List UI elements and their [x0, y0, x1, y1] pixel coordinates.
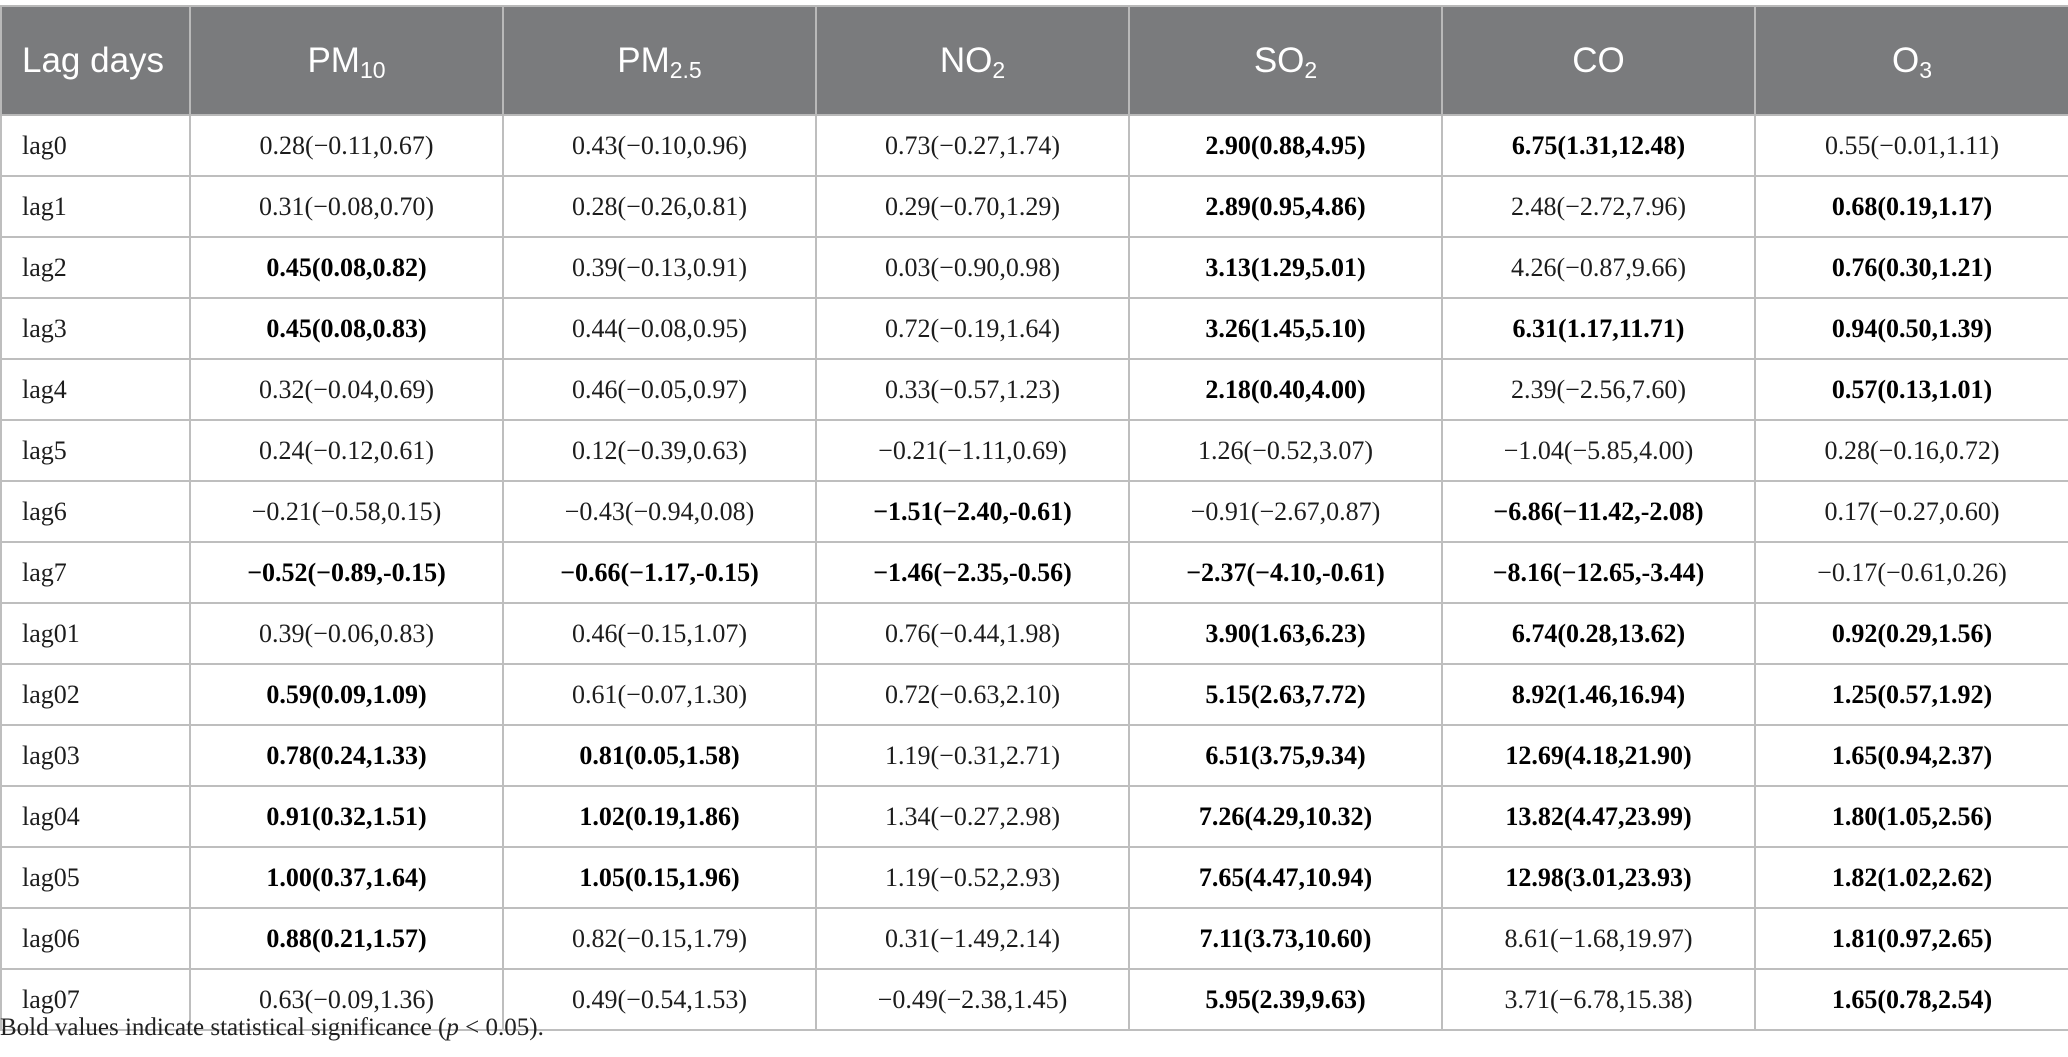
value-cell: 0.73(−0.27,1.74) — [816, 115, 1129, 176]
header-no2-base: NO — [939, 40, 993, 80]
value-cell: −0.21(−1.11,0.69) — [816, 420, 1129, 481]
value-cell: 1.34(−0.27,2.98) — [816, 786, 1129, 847]
significant-value-cell: 3.26(1.45,5.10) — [1129, 298, 1442, 359]
lag-label: lag02 — [1, 664, 190, 725]
value-cell: 8.61(−1.68,19.97) — [1442, 908, 1755, 969]
significant-value-cell: −2.37(−4.10,-0.61) — [1129, 542, 1442, 603]
value-cell: 0.46(−0.15,1.07) — [503, 603, 816, 664]
significant-value-cell: 6.74(0.28,13.62) — [1442, 603, 1755, 664]
significant-value-cell: 1.25(0.57,1.92) — [1755, 664, 2068, 725]
value-cell: 3.71(−6.78,15.38) — [1442, 969, 1755, 1030]
value-cell: 1.26(−0.52,3.07) — [1129, 420, 1442, 481]
value-cell: 0.28(−0.26,0.81) — [503, 176, 816, 237]
header-lag-days: Lag days — [1, 6, 190, 115]
lag-label: lag1 — [1, 176, 190, 237]
value-cell: 0.17(−0.27,0.60) — [1755, 481, 2068, 542]
significant-value-cell: 8.92(1.46,16.94) — [1442, 664, 1755, 725]
significant-value-cell: 1.05(0.15,1.96) — [503, 847, 816, 908]
value-cell: −1.04(−5.85,4.00) — [1442, 420, 1755, 481]
value-cell: 0.24(−0.12,0.61) — [190, 420, 503, 481]
header-pm25-base: PM — [617, 40, 670, 80]
value-cell: 0.28(−0.11,0.67) — [190, 115, 503, 176]
table-body — [1, 115, 2068, 1030]
value-cell: 0.39(−0.13,0.91) — [503, 237, 816, 298]
header-pm25-sub: 2.5 — [669, 56, 702, 83]
table-row — [1, 908, 2068, 969]
significant-value-cell: 12.69(4.18,21.90) — [1442, 725, 1755, 786]
value-cell: 0.76(−0.44,1.98) — [816, 603, 1129, 664]
significant-value-cell: 0.59(0.09,1.09) — [190, 664, 503, 725]
header-o3-base: O — [1891, 40, 1920, 80]
significant-value-cell: 1.00(0.37,1.64) — [190, 847, 503, 908]
significant-value-cell: 0.76(0.30,1.21) — [1755, 237, 2068, 298]
significant-value-cell: 0.78(0.24,1.33) — [190, 725, 503, 786]
significant-value-cell: 3.90(1.63,6.23) — [1129, 603, 1442, 664]
value-cell: 1.19(−0.31,2.71) — [816, 725, 1129, 786]
significant-value-cell: 12.98(3.01,23.93) — [1442, 847, 1755, 908]
value-cell: 0.61(−0.07,1.30) — [503, 664, 816, 725]
significant-value-cell: 1.81(0.97,2.65) — [1755, 908, 2068, 969]
significant-value-cell: 6.75(1.31,12.48) — [1442, 115, 1755, 176]
value-cell: −0.49(−2.38,1.45) — [816, 969, 1129, 1030]
significant-value-cell: 7.11(3.73,10.60) — [1129, 908, 1442, 969]
footnote-p-symbol: p — [446, 1014, 459, 1041]
value-cell: 0.32(−0.04,0.69) — [190, 359, 503, 420]
header-so2-base: SO — [1253, 40, 1305, 80]
significant-value-cell: −0.66(−1.17,-0.15) — [503, 542, 816, 603]
table-row — [1, 847, 2068, 908]
significant-value-cell: −8.16(−12.65,-3.44) — [1442, 542, 1755, 603]
table-row — [1, 359, 2068, 420]
lag-label: lag3 — [1, 298, 190, 359]
significant-value-cell: 1.02(0.19,1.86) — [503, 786, 816, 847]
value-cell: 0.72(−0.19,1.64) — [816, 298, 1129, 359]
significant-value-cell: −0.52(−0.89,-0.15) — [190, 542, 503, 603]
table-footnote — [0, 1014, 544, 1042]
value-cell: 0.49(−0.54,1.53) — [503, 969, 816, 1030]
footnote-prefix: Bold values indicate statistical significance ( — [0, 1014, 447, 1041]
significant-value-cell: 0.45(0.08,0.83) — [190, 298, 503, 359]
value-cell: 0.63(−0.09,1.36) — [190, 969, 503, 1030]
value-cell: 2.48(−2.72,7.96) — [1442, 176, 1755, 237]
value-cell: 0.55(−0.01,1.11) — [1755, 115, 2068, 176]
significant-value-cell: −1.51(−2.40,-0.61) — [816, 481, 1129, 542]
significant-value-cell: 5.95(2.39,9.63) — [1129, 969, 1442, 1030]
lag-label: lag0 — [1, 115, 190, 176]
header-pm10-base: PM — [307, 40, 360, 80]
lag-effects-table — [0, 5, 2068, 1031]
header-pm10 — [190, 6, 503, 115]
table-row — [1, 664, 2068, 725]
table-row — [1, 481, 2068, 542]
header-so2 — [1129, 6, 1442, 115]
value-cell: 0.29(−0.70,1.29) — [816, 176, 1129, 237]
table-header — [1, 6, 2068, 115]
significant-value-cell: 1.65(0.94,2.37) — [1755, 725, 2068, 786]
significant-value-cell: 7.26(4.29,10.32) — [1129, 786, 1442, 847]
value-cell: 2.39(−2.56,7.60) — [1442, 359, 1755, 420]
table-row — [1, 115, 2068, 176]
header-o3 — [1755, 6, 2068, 115]
lag-label: lag5 — [1, 420, 190, 481]
significant-value-cell: 0.57(0.13,1.01) — [1755, 359, 2068, 420]
table-row — [1, 176, 2068, 237]
significant-value-cell: 6.31(1.17,11.71) — [1442, 298, 1755, 359]
significant-value-cell: 7.65(4.47,10.94) — [1129, 847, 1442, 908]
significant-value-cell: 2.18(0.40,4.00) — [1129, 359, 1442, 420]
significant-value-cell: 3.13(1.29,5.01) — [1129, 237, 1442, 298]
table-row — [1, 786, 2068, 847]
value-cell: 0.31(−1.49,2.14) — [816, 908, 1129, 969]
value-cell: 0.46(−0.05,0.97) — [503, 359, 816, 420]
header-co-base: CO — [1572, 40, 1625, 80]
value-cell: −0.43(−0.94,0.08) — [503, 481, 816, 542]
value-cell: −0.21(−0.58,0.15) — [190, 481, 503, 542]
value-cell: 0.28(−0.16,0.72) — [1755, 420, 2068, 481]
value-cell: 0.12(−0.39,0.63) — [503, 420, 816, 481]
header-pm10-sub: 10 — [359, 56, 386, 83]
header-pm25 — [503, 6, 816, 115]
lag-label: lag7 — [1, 542, 190, 603]
significant-value-cell: 0.68(0.19,1.17) — [1755, 176, 2068, 237]
value-cell: 4.26(−0.87,9.66) — [1442, 237, 1755, 298]
header-so2-sub: 2 — [1304, 56, 1318, 83]
significant-value-cell: 0.45(0.08,0.82) — [190, 237, 503, 298]
significant-value-cell: 6.51(3.75,9.34) — [1129, 725, 1442, 786]
significant-value-cell: 0.91(0.32,1.51) — [190, 786, 503, 847]
significant-value-cell: 13.82(4.47,23.99) — [1442, 786, 1755, 847]
value-cell: 0.33(−0.57,1.23) — [816, 359, 1129, 420]
significant-value-cell: 0.94(0.50,1.39) — [1755, 298, 2068, 359]
significant-value-cell: 1.80(1.05,2.56) — [1755, 786, 2068, 847]
header-row — [1, 6, 2068, 115]
header-co — [1442, 6, 1755, 115]
significant-value-cell: 0.88(0.21,1.57) — [190, 908, 503, 969]
significant-value-cell: 1.82(1.02,2.62) — [1755, 847, 2068, 908]
value-cell: 0.72(−0.63,2.10) — [816, 664, 1129, 725]
lag-label: lag06 — [1, 908, 190, 969]
value-cell: 0.31(−0.08,0.70) — [190, 176, 503, 237]
table-row — [1, 420, 2068, 481]
header-no2-sub: 2 — [992, 56, 1006, 83]
footnote-suffix: < 0.05). — [458, 1014, 544, 1041]
value-cell: 0.43(−0.10,0.96) — [503, 115, 816, 176]
value-cell: 0.39(−0.06,0.83) — [190, 603, 503, 664]
table-row — [1, 603, 2068, 664]
significant-value-cell: −6.86(−11.42,-2.08) — [1442, 481, 1755, 542]
lag-label: lag05 — [1, 847, 190, 908]
value-cell: 0.03(−0.90,0.98) — [816, 237, 1129, 298]
significant-value-cell: 0.92(0.29,1.56) — [1755, 603, 2068, 664]
value-cell: 1.19(−0.52,2.93) — [816, 847, 1129, 908]
table-row — [1, 298, 2068, 359]
significant-value-cell: 1.65(0.78,2.54) — [1755, 969, 2068, 1030]
header-no2 — [816, 6, 1129, 115]
significant-value-cell: 2.90(0.88,4.95) — [1129, 115, 1442, 176]
value-cell: 0.82(−0.15,1.79) — [503, 908, 816, 969]
lag-label: lag04 — [1, 786, 190, 847]
value-cell: 0.44(−0.08,0.95) — [503, 298, 816, 359]
lag-label: lag01 — [1, 603, 190, 664]
lag-label: lag07 — [1, 969, 190, 1030]
lag-label: lag03 — [1, 725, 190, 786]
value-cell: −0.17(−0.61,0.26) — [1755, 542, 2068, 603]
table-row — [1, 237, 2068, 298]
lag-label: lag4 — [1, 359, 190, 420]
significant-value-cell: −1.46(−2.35,-0.56) — [816, 542, 1129, 603]
significant-value-cell: 0.81(0.05,1.58) — [503, 725, 816, 786]
table-row — [1, 542, 2068, 603]
value-cell: −0.91(−2.67,0.87) — [1129, 481, 1442, 542]
lag-label: lag2 — [1, 237, 190, 298]
significant-value-cell: 5.15(2.63,7.72) — [1129, 664, 1442, 725]
table-row — [1, 725, 2068, 786]
header-o3-sub: 3 — [1919, 56, 1933, 83]
significant-value-cell: 2.89(0.95,4.86) — [1129, 176, 1442, 237]
lag-label: lag6 — [1, 481, 190, 542]
